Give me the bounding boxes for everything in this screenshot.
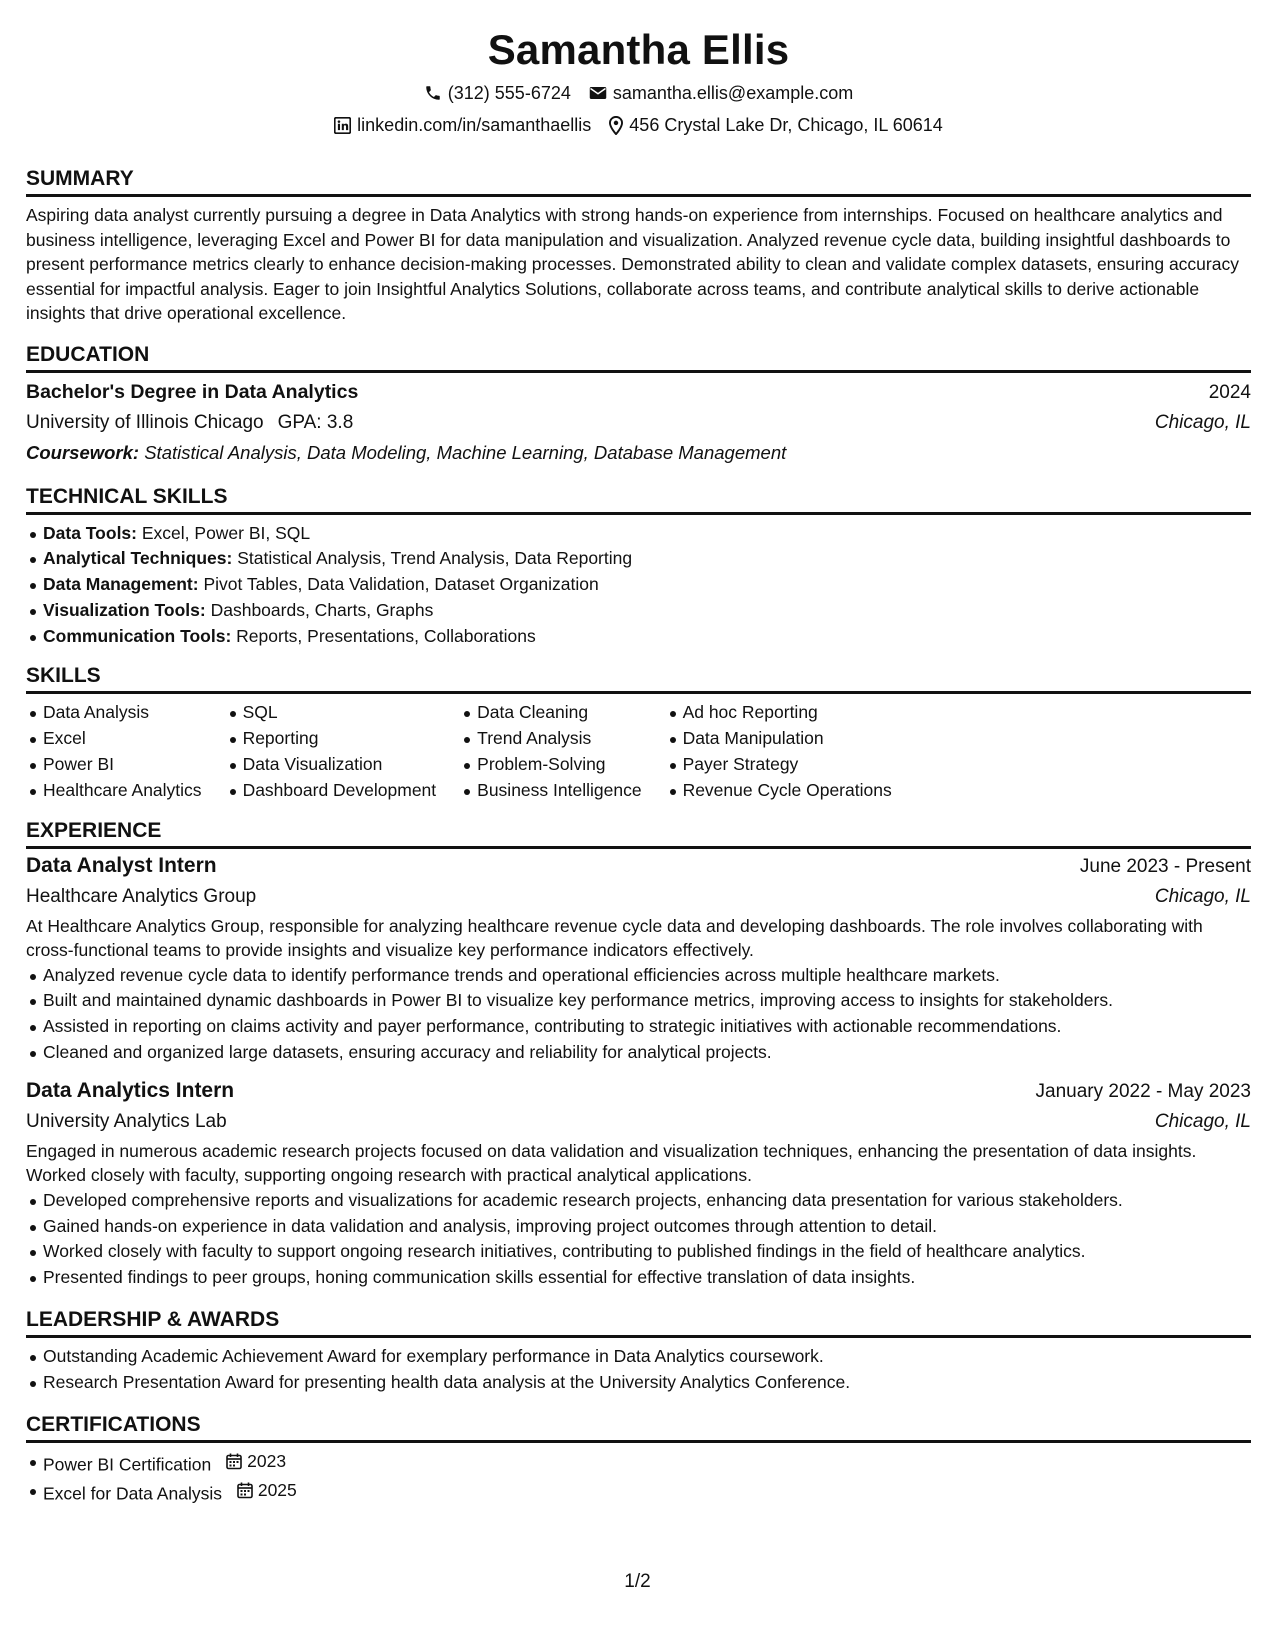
list-item: Reporting — [243, 726, 437, 752]
phone-icon — [424, 84, 442, 102]
certification-year: 2025 — [257, 1479, 297, 1500]
job-dates: January 2022 - May 2023 — [1035, 1080, 1251, 1102]
skills-column-4 — [666, 700, 892, 803]
email-address: samantha.ellis@example.com — [612, 83, 854, 103]
list-item: Excel — [43, 726, 202, 752]
section-title-experience: EXPERIENCE — [26, 818, 1251, 849]
list-item: Outstanding Academic Achievement Award for exemplary performance in Data Analytics coursework. — [43, 1344, 1251, 1370]
gpa: GPA: 3.8 — [277, 411, 354, 433]
skill-category-label: Communication Tools: — [43, 625, 232, 646]
linkedin-icon — [334, 117, 351, 134]
technical-skills-list — [26, 521, 1251, 650]
list-item: Trend Analysis — [477, 726, 641, 752]
company-name: Healthcare Analytics Group — [26, 885, 257, 907]
school-name: University of Illinois Chicago — [26, 411, 264, 433]
summary-text: Aspiring data analyst currently pursuing a degree in Data Analytics with strong hands-on experience from internships. Focused on healthcare analytics and business intelligence, leveraging Excel and Power BI for data manipulation and visualization. Analyzed revenue cycle data, building insightful dashboards to present performance metrics clearly to enhance decision-making processes. Demonstrated ability to clean and validate complex datasets, ensuring accuracy essential for impactful analysis. Eager to join Insightful Analytics Solutions, collaborate across teams, and contribute analytical skills to derive actionable insights that drive operational excellence. — [26, 205, 1239, 323]
phone-contact — [424, 82, 571, 104]
phone-number: (312) 555-6724 — [447, 83, 571, 103]
school-location: Chicago, IL — [1154, 411, 1251, 433]
skill-category-label: Analytical Techniques: — [43, 548, 233, 569]
experience-header-row — [26, 851, 1251, 882]
resume-page — [26, 0, 1251, 1507]
list-item: Data Manipulation — [683, 726, 892, 752]
skills-column-1 — [26, 700, 202, 803]
experience-entry — [26, 1076, 1251, 1291]
coursework-list: Statistical Analysis, Data Modeling, Machine Learning, Database Management — [144, 441, 787, 463]
summary-body — [26, 203, 1251, 326]
coursework-line — [26, 438, 1251, 468]
list-item: Data Analysis — [43, 700, 202, 726]
list-item: Cleaned and organized large datasets, ensuring accuracy and reliability for analytical projects. — [43, 1040, 1251, 1066]
list-item — [43, 1449, 1251, 1478]
resume-header — [26, 0, 1251, 136]
certification-name: Excel for Data Analysis — [43, 1483, 222, 1504]
education-row-1 — [26, 377, 1251, 408]
job-dates: June 2023 - Present — [1079, 855, 1251, 877]
technical-skills-body — [26, 521, 1251, 650]
section-title-summary: SUMMARY — [26, 166, 1251, 197]
summary-section — [26, 166, 1251, 326]
education-section — [26, 342, 1251, 468]
skills-section — [26, 663, 1251, 803]
leadership-body — [26, 1344, 1251, 1396]
experience-header-row — [26, 1076, 1251, 1107]
list-item: Revenue Cycle Operations — [683, 778, 892, 804]
list-item — [43, 598, 1251, 624]
list-item: Dashboard Development — [243, 778, 437, 804]
skills-column-3 — [460, 700, 641, 803]
skills-column-2 — [226, 700, 437, 803]
list-item: Built and maintained dynamic dashboards in Power BI to visualize key performance metrics, improving access to insights for stakeholders. — [43, 988, 1251, 1014]
degree-title: Bachelor's Degree in Data Analytics — [26, 380, 359, 403]
section-title-leadership: LEADERSHIP & AWARDS — [26, 1307, 1251, 1338]
list-item: Ad hoc Reporting — [683, 700, 892, 726]
contact-line-1 — [26, 82, 1251, 104]
list-item: Analyzed revenue cycle data to identify performance trends and operational efficiencies across multiple healthcare markets. — [43, 963, 1251, 989]
education-body — [26, 377, 1251, 468]
graduation-year: 2024 — [1208, 381, 1251, 403]
certifications-list — [26, 1449, 1251, 1507]
calendar-icon — [237, 1482, 253, 1499]
calendar-icon — [226, 1453, 242, 1470]
list-item — [43, 546, 1251, 572]
skill-category-label: Data Tools: — [43, 522, 137, 543]
experience-company-row — [26, 882, 1251, 912]
address-contact — [609, 114, 943, 136]
company-name: University Analytics Lab — [26, 1110, 227, 1132]
certifications-section — [26, 1412, 1251, 1507]
list-item — [43, 521, 1251, 547]
list-item: Developed comprehensive reports and visualizations for academic research projects, enhancing data presentation for various stakeholders. — [43, 1188, 1251, 1214]
list-item — [43, 1478, 1251, 1507]
list-item: Business Intelligence — [477, 778, 641, 804]
linkedin-url: linkedin.com/in/samanthaellis — [357, 115, 592, 135]
section-title-certifications: CERTIFICATIONS — [26, 1412, 1251, 1443]
section-title-skills: SKILLS — [26, 663, 1251, 694]
coursework-label: Coursework: — [26, 441, 140, 463]
page-number: 1/2 — [624, 1571, 651, 1592]
job-title: Data Analyst Intern — [26, 853, 217, 877]
technical-skills-section — [26, 484, 1251, 650]
list-item: Presented findings to peer groups, honing communication skills essential for effective translation of data insights. — [43, 1265, 1251, 1291]
candidate-name: Samantha Ellis — [487, 26, 790, 73]
list-item: SQL — [243, 700, 437, 726]
certification-year-wrap — [226, 1449, 286, 1475]
list-item: Payer Strategy — [683, 752, 892, 778]
experience-company-row — [26, 1107, 1251, 1137]
job-title: Data Analytics Intern — [26, 1078, 235, 1102]
job-description: At Healthcare Analytics Group, responsible for analyzing healthcare revenue cycle data and developing dashboards. The role involves collaborating with cross-functional teams to provide insights and visualize key performance indicators effectively. — [26, 915, 1203, 961]
certification-year: 2023 — [247, 1450, 287, 1471]
job-location: Chicago, IL — [1154, 885, 1251, 907]
job-bullets — [26, 963, 1251, 1066]
list-item — [43, 572, 1251, 598]
experience-body — [26, 851, 1251, 1291]
list-item — [43, 624, 1251, 650]
contact-line-2 — [26, 114, 1251, 136]
list-item: Data Cleaning — [477, 700, 641, 726]
section-title-education: EDUCATION — [26, 342, 1251, 373]
school-line — [26, 408, 353, 438]
list-item: Healthcare Analytics — [43, 778, 202, 804]
skills-grid — [26, 700, 1251, 803]
job-bullets — [26, 1188, 1251, 1291]
experience-entry — [26, 851, 1251, 1066]
job-description: Engaged in numerous academic research projects focused on data validation and visualization techniques, enhancing the presentation of data insights. Worked closely with faculty, supporting ongoing research with practical analytical applications. — [26, 1140, 1197, 1186]
envelope-icon — [589, 85, 607, 101]
list-item: Data Visualization — [243, 752, 437, 778]
list-item: Gained hands-on experience in data validation and analysis, improving project outcomes through attention to detail. — [43, 1214, 1251, 1240]
map-marker-icon — [609, 116, 623, 135]
certification-year-wrap — [237, 1478, 297, 1504]
certification-name: Power BI Certification — [43, 1454, 212, 1475]
section-title-technical-skills: TECHNICAL SKILLS — [26, 484, 1251, 515]
experience-section — [26, 818, 1251, 1291]
certifications-body — [26, 1449, 1251, 1507]
linkedin-contact — [334, 114, 591, 136]
skill-category-label: Data Management: — [43, 574, 199, 595]
email-contact — [589, 82, 853, 104]
awards-list — [26, 1344, 1251, 1396]
leadership-section — [26, 1307, 1251, 1396]
list-item: Assisted in reporting on claims activity and payer performance, contributing to strategic initiatives with actionable recommendations. — [43, 1014, 1251, 1040]
education-row-2 — [26, 408, 1251, 438]
list-item: Research Presentation Award for presenting health data analysis at the University Analytics Conference. — [43, 1370, 1251, 1396]
skill-category-value: Excel, Power BI, SQL — [141, 522, 311, 543]
skill-category-label: Visualization Tools: — [43, 599, 206, 620]
skill-category-value: Dashboards, Charts, Graphs — [210, 599, 434, 620]
skill-category-value: Pivot Tables, Data Validation, Dataset Organization — [203, 574, 599, 595]
job-location: Chicago, IL — [1154, 1110, 1251, 1132]
skill-category-value: Reports, Presentations, Collaborations — [236, 625, 536, 646]
street-address: 456 Crystal Lake Dr, Chicago, IL 60614 — [629, 115, 943, 135]
list-item: Worked closely with faculty to support ongoing research initiatives, contributing to published findings in the field of healthcare analytics. — [43, 1239, 1251, 1265]
skill-category-value: Statistical Analysis, Trend Analysis, Data Reporting — [237, 548, 633, 569]
list-item: Power BI — [43, 752, 202, 778]
list-item: Problem-Solving — [477, 752, 641, 778]
